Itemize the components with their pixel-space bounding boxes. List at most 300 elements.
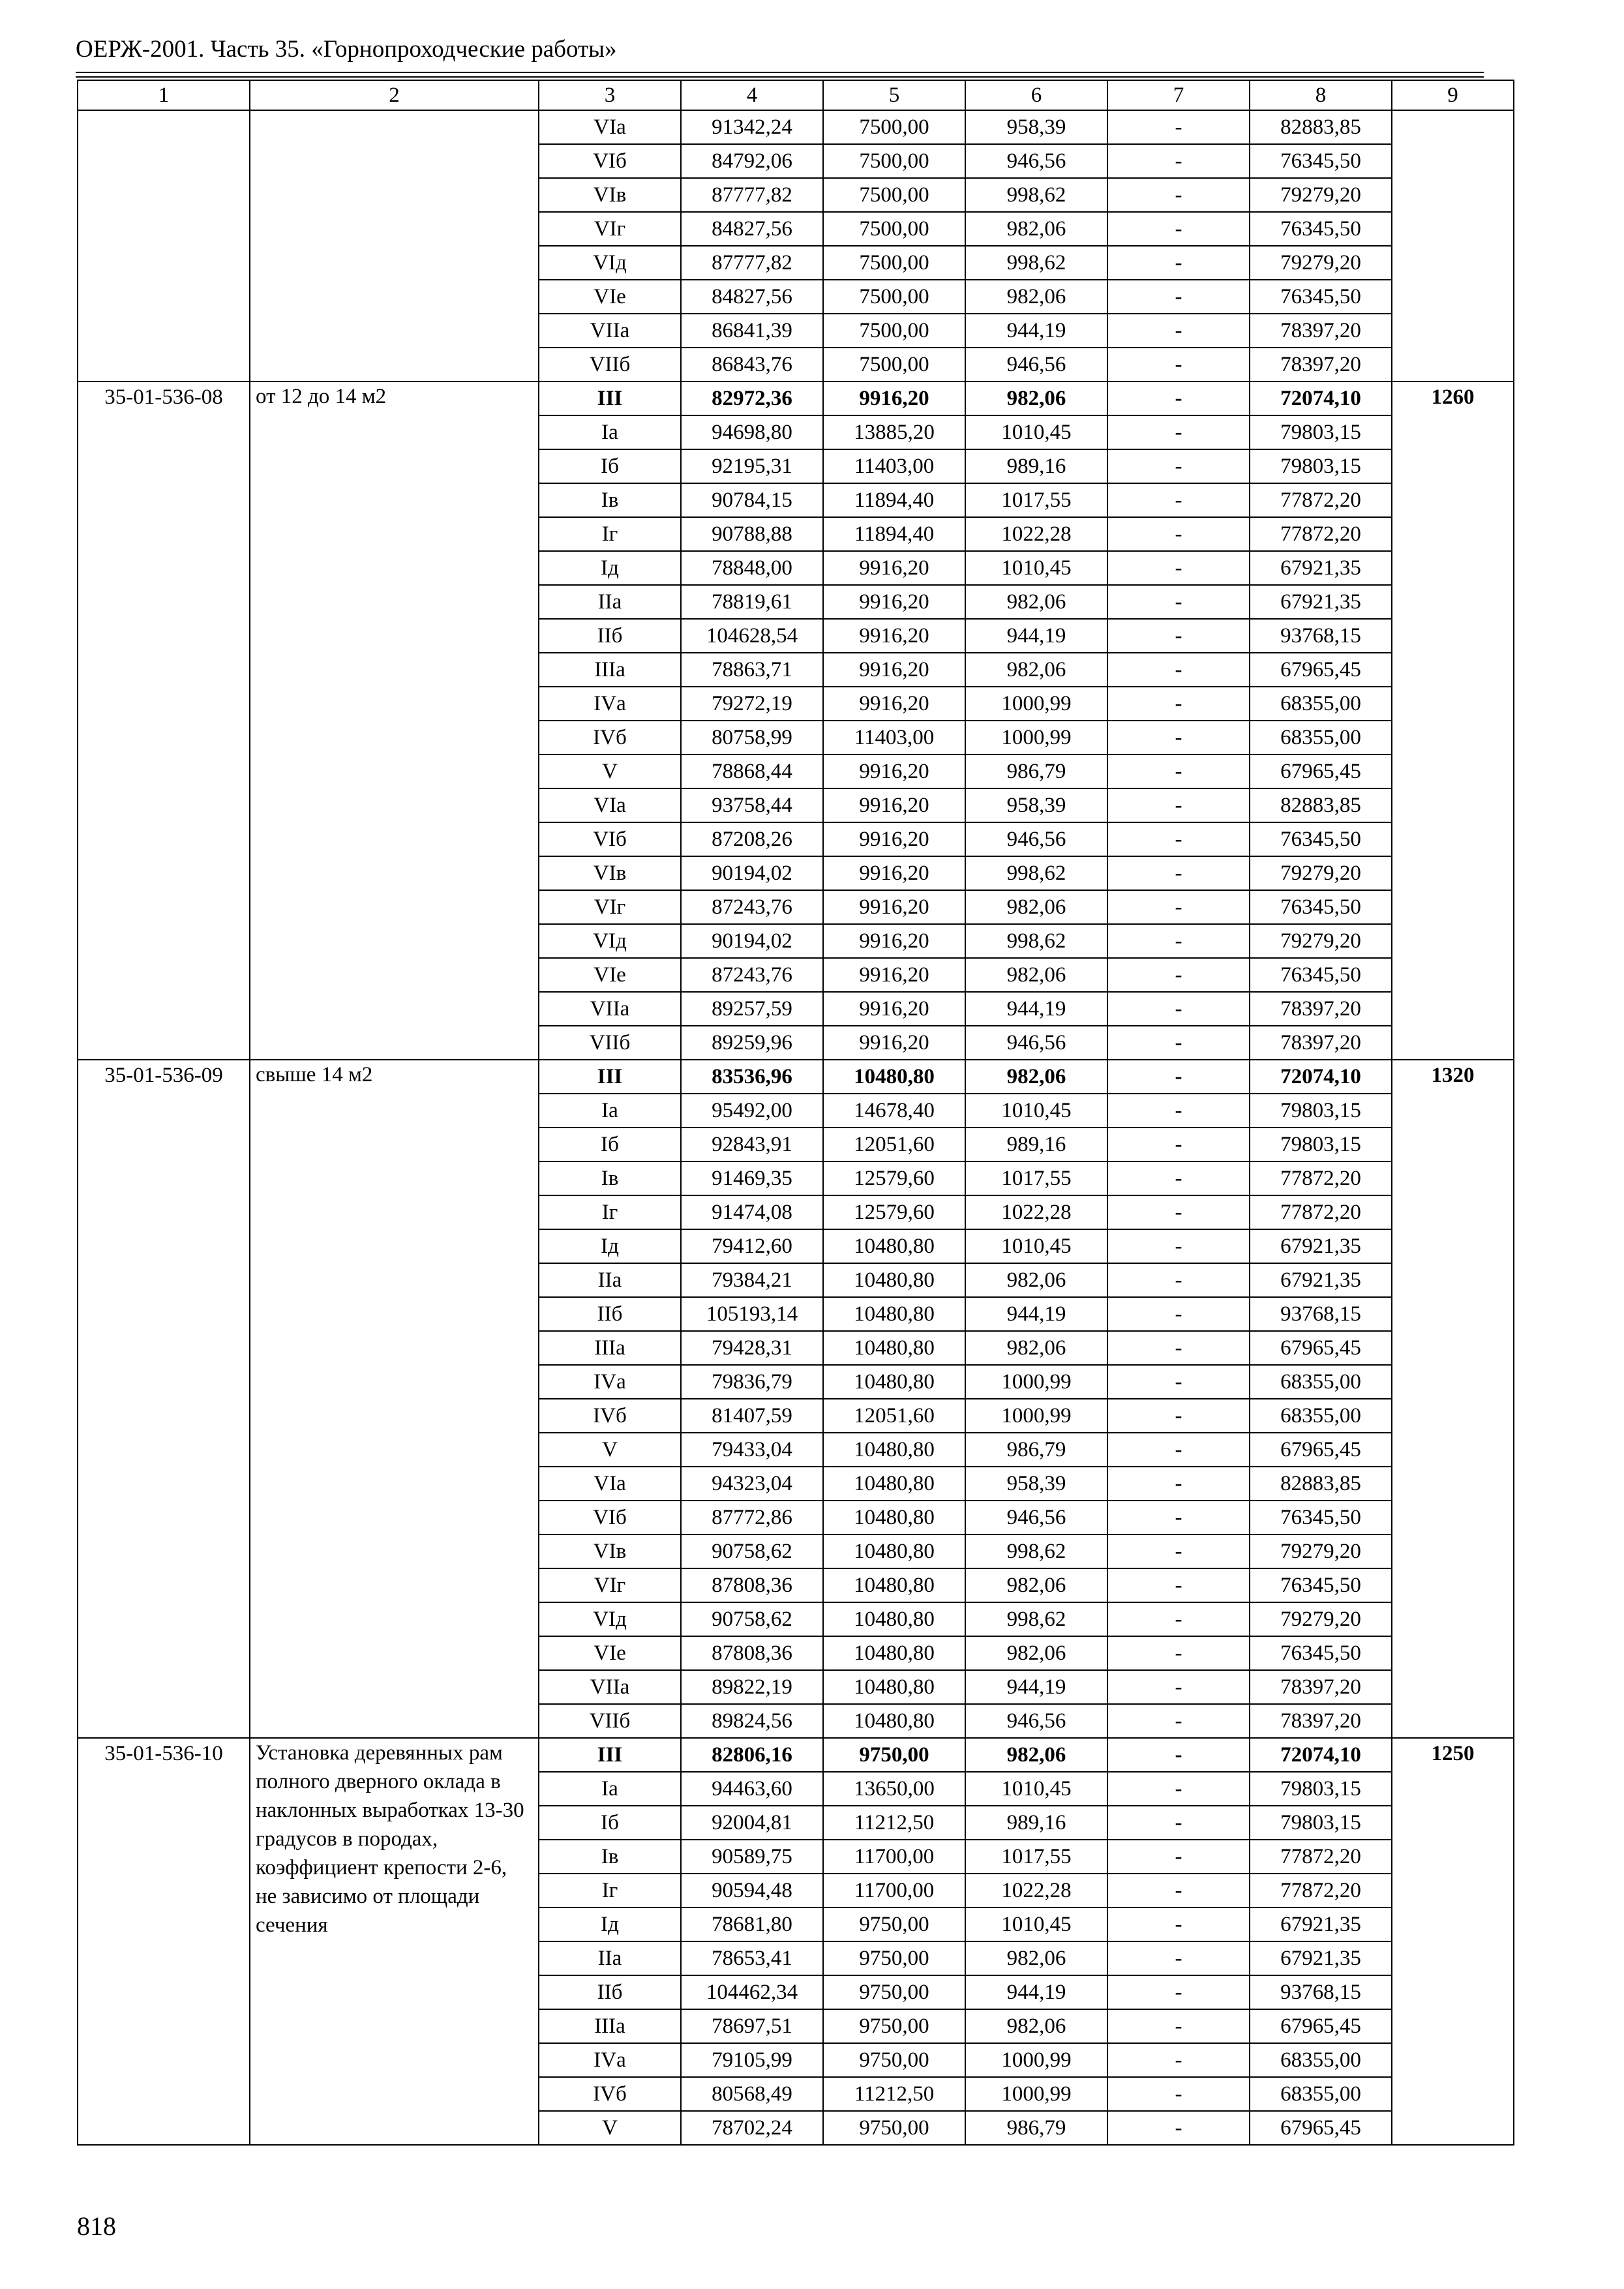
table-cell-c3: IIб [539, 1297, 681, 1331]
work-description-cell: от 12 до 14 м2 [250, 382, 539, 1060]
table-cell-c5: 10480,80 [823, 1331, 965, 1365]
table-cell-c3: VIIа [539, 314, 681, 348]
table-cell-c8: 67921,35 [1250, 551, 1392, 585]
table-cell-c5: 11700,00 [823, 1874, 965, 1908]
table-cell-c3: Iг [539, 517, 681, 551]
table-cell-c6: 1000,99 [965, 687, 1107, 721]
table-cell-c3: V [539, 2111, 681, 2145]
table-cell-c8: 77872,20 [1250, 1840, 1392, 1874]
table-cell-c3: Iд [539, 551, 681, 585]
table-cell-c4: 84792,06 [681, 144, 823, 178]
table-cell-c7: - [1107, 1501, 1250, 1534]
table-cell-c8: 68355,00 [1250, 2043, 1392, 2077]
table-cell-c6: 1017,55 [965, 1161, 1107, 1195]
table-cell-c6: 1010,45 [965, 551, 1107, 585]
table-cell-c7: - [1107, 653, 1250, 687]
table-cell-c8: 77872,20 [1250, 1874, 1392, 1908]
page-header-title: ОЕРЖ-2001. Часть 35. «Горнопроходческие работы» [76, 36, 617, 63]
table-cell-c4: 90194,02 [681, 856, 823, 890]
table-cell-c4: 104628,54 [681, 619, 823, 653]
table-cell-c4: 79412,60 [681, 1229, 823, 1263]
table-cell-c8: 77872,20 [1250, 1161, 1392, 1195]
table-cell-c7: - [1107, 1602, 1250, 1636]
table-cell-c3: III [539, 382, 681, 415]
table-row [78, 110, 1514, 144]
table-cell-c4: 105193,14 [681, 1297, 823, 1331]
header-rule-bottom [76, 76, 1484, 78]
table-cell-c7: - [1107, 1636, 1250, 1670]
table-cell-c3: VIе [539, 958, 681, 992]
column-number-row [78, 80, 1514, 110]
total-cell: 1320 [1392, 1060, 1514, 1738]
table-cell-c8: 79803,15 [1250, 1806, 1392, 1840]
table-cell-c3: Iа [539, 1094, 681, 1128]
table-cell-c3: VIд [539, 1602, 681, 1636]
table-cell-c8: 67965,45 [1250, 653, 1392, 687]
table-cell-c4: 90758,62 [681, 1602, 823, 1636]
table-cell-c6: 1010,45 [965, 1229, 1107, 1263]
table-cell-c6: 1000,99 [965, 721, 1107, 755]
table-cell-c7: - [1107, 2111, 1250, 2145]
table-cell-c3: VIв [539, 856, 681, 890]
table-cell-c5: 12579,60 [823, 1195, 965, 1229]
table-cell-c5: 10480,80 [823, 1534, 965, 1568]
table-cell-c7: - [1107, 2043, 1250, 2077]
table-cell-c7: - [1107, 449, 1250, 483]
table-cell-c3: VIв [539, 1534, 681, 1568]
table-cell-c4: 80758,99 [681, 721, 823, 755]
table-cell-c4: 78681,80 [681, 1908, 823, 1941]
table-cell-c7: - [1107, 1060, 1250, 1094]
table-cell-c8: 78397,20 [1250, 992, 1392, 1026]
table-cell-c3: VIIб [539, 1704, 681, 1738]
table-cell-c3: Iд [539, 1229, 681, 1263]
table-cell-c6: 998,62 [965, 856, 1107, 890]
table-cell-c7: - [1107, 280, 1250, 314]
table-cell-c6: 986,79 [965, 2111, 1107, 2145]
table-cell-c3: VIв [539, 178, 681, 212]
column-number: 4 [681, 80, 823, 110]
table-cell-c4: 80568,49 [681, 2077, 823, 2111]
table-cell-c3: V [539, 1433, 681, 1467]
table-cell-c5: 7500,00 [823, 280, 965, 314]
table-cell-c4: 78697,51 [681, 2009, 823, 2043]
table-cell-c5: 10480,80 [823, 1467, 965, 1501]
table-cell-c3: VIг [539, 212, 681, 246]
table-cell-c7: - [1107, 1670, 1250, 1704]
table-cell-c5: 9916,20 [823, 822, 965, 856]
table-cell-c5: 9916,20 [823, 687, 965, 721]
column-number: 5 [823, 80, 965, 110]
table-cell-c4: 78819,61 [681, 585, 823, 619]
table-cell-c8: 78397,20 [1250, 1704, 1392, 1738]
table-cell-c8: 79279,20 [1250, 924, 1392, 958]
table-cell-c7: - [1107, 924, 1250, 958]
table-cell-c7: - [1107, 483, 1250, 517]
table-cell-c5: 12579,60 [823, 1161, 965, 1195]
table-cell-c6: 982,06 [965, 382, 1107, 415]
table-cell-c7: - [1107, 1534, 1250, 1568]
table-cell-c8: 68355,00 [1250, 1399, 1392, 1433]
table-cell-c5: 11212,50 [823, 2077, 965, 2111]
table-cell-c4: 86841,39 [681, 314, 823, 348]
table-cell-c8: 77872,20 [1250, 1195, 1392, 1229]
table-cell-c5: 10480,80 [823, 1060, 965, 1094]
table-cell-c4: 87772,86 [681, 1501, 823, 1534]
table-cell-c6: 982,06 [965, 280, 1107, 314]
table-cell-c4: 89257,59 [681, 992, 823, 1026]
column-number: 8 [1250, 80, 1392, 110]
table-cell-c8: 68355,00 [1250, 687, 1392, 721]
table-cell-c8: 76345,50 [1250, 1636, 1392, 1670]
table-cell-c5: 7500,00 [823, 212, 965, 246]
table-cell-c4: 87777,82 [681, 246, 823, 280]
table-cell-c3: IVб [539, 2077, 681, 2111]
table-cell-c5: 9916,20 [823, 755, 965, 788]
table-cell-c4: 87777,82 [681, 178, 823, 212]
table-cell-c3: VIг [539, 890, 681, 924]
table-cell-c7: - [1107, 1128, 1250, 1161]
table-cell-c7: - [1107, 1738, 1250, 1772]
table-cell-c5: 7500,00 [823, 178, 965, 212]
table-cell-c4: 78702,24 [681, 2111, 823, 2145]
table-cell-c6: 944,19 [965, 992, 1107, 1026]
header-rule-top [76, 72, 1484, 73]
table-cell-c6: 998,62 [965, 924, 1107, 958]
table-cell-c4: 87208,26 [681, 822, 823, 856]
table-cell-c7: - [1107, 348, 1250, 382]
table-cell-c4: 87808,36 [681, 1568, 823, 1602]
table-cell-c5: 13650,00 [823, 1772, 965, 1806]
table-cell-c3: Iа [539, 415, 681, 449]
table-cell-c6: 1017,55 [965, 483, 1107, 517]
table-cell-c7: - [1107, 1094, 1250, 1128]
table-cell-c5: 9916,20 [823, 585, 965, 619]
table-cell-c7: - [1107, 2009, 1250, 2043]
table-cell-c6: 986,79 [965, 1433, 1107, 1467]
table-cell-c8: 68355,00 [1250, 1365, 1392, 1399]
table-cell-c4: 78863,71 [681, 653, 823, 687]
table-cell-c3: IVа [539, 1365, 681, 1399]
table-cell-c6: 1010,45 [965, 1772, 1107, 1806]
rate-code-cell [78, 110, 250, 382]
table-cell-c8: 72074,10 [1250, 1738, 1392, 1772]
table-cell-c4: 78848,00 [681, 551, 823, 585]
table-cell-c6: 982,06 [965, 890, 1107, 924]
table-cell-c6: 944,19 [965, 619, 1107, 653]
table-cell-c6: 982,06 [965, 1636, 1107, 1670]
table-cell-c4: 87243,76 [681, 890, 823, 924]
table-cell-c4: 93758,44 [681, 788, 823, 822]
table-cell-c3: VIIб [539, 1026, 681, 1060]
table-cell-c3: VIIа [539, 992, 681, 1026]
table-cell-c8: 79803,15 [1250, 1094, 1392, 1128]
table-cell-c6: 982,06 [965, 585, 1107, 619]
table-cell-c6: 982,06 [965, 212, 1107, 246]
table-cell-c6: 944,19 [965, 1975, 1107, 2009]
table-cell-c4: 78653,41 [681, 1941, 823, 1975]
table-cell-c7: - [1107, 1365, 1250, 1399]
table-cell-c4: 79384,21 [681, 1263, 823, 1297]
table-cell-c6: 946,56 [965, 1026, 1107, 1060]
column-number: 7 [1107, 80, 1250, 110]
table-cell-c3: Iв [539, 1161, 681, 1195]
table-cell-c7: - [1107, 1568, 1250, 1602]
table-cell-c4: 82806,16 [681, 1738, 823, 1772]
table-cell-c7: - [1107, 721, 1250, 755]
table-cell-c6: 982,06 [965, 1331, 1107, 1365]
column-number: 6 [965, 80, 1107, 110]
table-cell-c8: 93768,15 [1250, 1975, 1392, 2009]
table-cell-c3: IIб [539, 1975, 681, 2009]
table-cell-c4: 78868,44 [681, 755, 823, 788]
table-cell-c5: 9750,00 [823, 2111, 965, 2145]
table-cell-c5: 10480,80 [823, 1568, 965, 1602]
table-cell-c7: - [1107, 1840, 1250, 1874]
table-cell-c4: 84827,56 [681, 280, 823, 314]
table-cell-c8: 68355,00 [1250, 721, 1392, 755]
table-cell-c3: III [539, 1060, 681, 1094]
table-cell-c5: 10480,80 [823, 1297, 965, 1331]
table-cell-c6: 1022,28 [965, 1195, 1107, 1229]
table-cell-c4: 79428,31 [681, 1331, 823, 1365]
table-cell-c5: 9916,20 [823, 551, 965, 585]
table-cell-c8: 77872,20 [1250, 517, 1392, 551]
table-cell-c3: VIд [539, 924, 681, 958]
table-cell-c5: 10480,80 [823, 1704, 965, 1738]
table-cell-c5: 7500,00 [823, 144, 965, 178]
table-cell-c6: 1000,99 [965, 2043, 1107, 2077]
table-cell-c6: 982,06 [965, 653, 1107, 687]
table-cell-c7: - [1107, 755, 1250, 788]
table-cell-c7: - [1107, 585, 1250, 619]
table-cell-c7: - [1107, 1195, 1250, 1229]
table-cell-c5: 9750,00 [823, 1941, 965, 1975]
table-cell-c3: Iб [539, 1806, 681, 1840]
table-cell-c8: 72074,10 [1250, 1060, 1392, 1094]
table-cell-c6: 1000,99 [965, 1399, 1107, 1433]
table-cell-c3: IIб [539, 619, 681, 653]
table-cell-c7: - [1107, 890, 1250, 924]
table-cell-c3: VIд [539, 246, 681, 280]
table-cell-c3: VIб [539, 1501, 681, 1534]
table-cell-c8: 79279,20 [1250, 1534, 1392, 1568]
table-cell-c4: 91469,35 [681, 1161, 823, 1195]
table-cell-c6: 1000,99 [965, 2077, 1107, 2111]
table-cell-c3: IIа [539, 1263, 681, 1297]
rate-code-cell: 35-01-536-08 [78, 382, 250, 1060]
table-cell-c6: 982,06 [965, 958, 1107, 992]
table-cell-c7: - [1107, 1874, 1250, 1908]
table-cell-c4: 90784,15 [681, 483, 823, 517]
table-cell-c6: 986,79 [965, 755, 1107, 788]
table-cell-c3: VIа [539, 110, 681, 144]
table-cell-c3: IIа [539, 1941, 681, 1975]
table-cell-c6: 982,06 [965, 1738, 1107, 1772]
table-cell-c5: 9750,00 [823, 1975, 965, 2009]
table-cell-c7: - [1107, 382, 1250, 415]
table-cell-c8: 93768,15 [1250, 1297, 1392, 1331]
table-cell-c5: 11212,50 [823, 1806, 965, 1840]
table-cell-c6: 944,19 [965, 1297, 1107, 1331]
table-cell-c3: Iб [539, 1128, 681, 1161]
column-number: 3 [539, 80, 681, 110]
table-cell-c6: 989,16 [965, 1128, 1107, 1161]
table-cell-c4: 83536,96 [681, 1060, 823, 1094]
table-cell-c5: 10480,80 [823, 1365, 965, 1399]
table-cell-c3: IIIа [539, 653, 681, 687]
table-cell-c8: 78397,20 [1250, 314, 1392, 348]
table-cell-c8: 79803,15 [1250, 449, 1392, 483]
table-cell-c5: 13885,20 [823, 415, 965, 449]
table-cell-c7: - [1107, 958, 1250, 992]
table-cell-c7: - [1107, 1908, 1250, 1941]
table-cell-c5: 9750,00 [823, 2009, 965, 2043]
table-cell-c4: 87808,36 [681, 1636, 823, 1670]
work-description-cell: свыше 14 м2 [250, 1060, 539, 1738]
table-cell-c8: 79279,20 [1250, 1602, 1392, 1636]
table-cell-c4: 89822,19 [681, 1670, 823, 1704]
table-cell-c3: VIIб [539, 348, 681, 382]
table-cell-c6: 946,56 [965, 1501, 1107, 1534]
rate-code-cell: 35-01-536-10 [78, 1738, 250, 2145]
table-cell-c3: VIб [539, 144, 681, 178]
table-cell-c8: 76345,50 [1250, 1568, 1392, 1602]
table-cell-c5: 11700,00 [823, 1840, 965, 1874]
table-cell-c8: 76345,50 [1250, 280, 1392, 314]
table-cell-c8: 93768,15 [1250, 619, 1392, 653]
table-cell-c4: 91474,08 [681, 1195, 823, 1229]
table-cell-c8: 67921,35 [1250, 1908, 1392, 1941]
work-description-cell: Установка деревянных рам полного дверного оклада в наклонных выработках 13-30 градусов в породах, коэффициент крепости 2-6, не зависимо от площади сечения [250, 1738, 539, 2145]
table-cell-c7: - [1107, 1975, 1250, 2009]
table-cell-c8: 79803,15 [1250, 1772, 1392, 1806]
table-cell-c4: 81407,59 [681, 1399, 823, 1433]
table-cell-c5: 9916,20 [823, 653, 965, 687]
table-cell-c6: 944,19 [965, 314, 1107, 348]
table-cell-c6: 1017,55 [965, 1840, 1107, 1874]
table-cell-c7: - [1107, 856, 1250, 890]
table-cell-c6: 1022,28 [965, 1874, 1107, 1908]
table-cell-c8: 67965,45 [1250, 1433, 1392, 1467]
table-cell-c3: Iв [539, 483, 681, 517]
table-cell-c5: 10480,80 [823, 1636, 965, 1670]
table-cell-c3: VIе [539, 1636, 681, 1670]
table-cell-c4: 87243,76 [681, 958, 823, 992]
table-cell-c8: 82883,85 [1250, 788, 1392, 822]
table-cell-c8: 79279,20 [1250, 856, 1392, 890]
table-cell-c7: - [1107, 178, 1250, 212]
table-cell-c8: 67965,45 [1250, 2111, 1392, 2145]
table-cell-c4: 95492,00 [681, 1094, 823, 1128]
table-cell-c7: - [1107, 1229, 1250, 1263]
table-cell-c5: 9916,20 [823, 1026, 965, 1060]
table-cell-c4: 92004,81 [681, 1806, 823, 1840]
table-cell-c7: - [1107, 212, 1250, 246]
table-cell-c4: 89259,96 [681, 1026, 823, 1060]
table-cell-c7: - [1107, 144, 1250, 178]
table-cell-c7: - [1107, 415, 1250, 449]
column-number: 1 [78, 80, 250, 110]
table-cell-c5: 11894,40 [823, 517, 965, 551]
table-cell-c6: 946,56 [965, 144, 1107, 178]
table-cell-c6: 1010,45 [965, 1094, 1107, 1128]
table-cell-c7: - [1107, 1161, 1250, 1195]
table-cell-c4: 104462,34 [681, 1975, 823, 2009]
total-cell: 1260 [1392, 382, 1514, 1060]
table-cell-c7: - [1107, 1399, 1250, 1433]
table-cell-c7: - [1107, 2077, 1250, 2111]
table-cell-c7: - [1107, 1941, 1250, 1975]
table-cell-c4: 84827,56 [681, 212, 823, 246]
table-cell-c4: 90594,48 [681, 1874, 823, 1908]
table-cell-c5: 12051,60 [823, 1128, 965, 1161]
table-cell-c8: 79279,20 [1250, 178, 1392, 212]
table-cell-c4: 79433,04 [681, 1433, 823, 1467]
table-cell-c8: 67921,35 [1250, 1229, 1392, 1263]
table-cell-c3: Iг [539, 1874, 681, 1908]
table-cell-c7: - [1107, 1263, 1250, 1297]
table-cell-c6: 1000,99 [965, 1365, 1107, 1399]
table-cell-c5: 9916,20 [823, 788, 965, 822]
table-cell-c6: 982,06 [965, 1568, 1107, 1602]
table-row [78, 382, 1514, 415]
table-cell-c3: VIа [539, 1467, 681, 1501]
table-cell-c5: 9916,20 [823, 924, 965, 958]
table-cell-c5: 10480,80 [823, 1670, 965, 1704]
table-cell-c4: 90194,02 [681, 924, 823, 958]
table-cell-c5: 11894,40 [823, 483, 965, 517]
table-cell-c6: 958,39 [965, 110, 1107, 144]
table-cell-c4: 89824,56 [681, 1704, 823, 1738]
table-cell-c7: - [1107, 619, 1250, 653]
table-cell-c3: IVа [539, 2043, 681, 2077]
table-cell-c4: 90758,62 [681, 1534, 823, 1568]
table-cell-c3: III [539, 1738, 681, 1772]
table-cell-c7: - [1107, 992, 1250, 1026]
table-cell-c6: 998,62 [965, 1602, 1107, 1636]
table-cell-c8: 76345,50 [1250, 144, 1392, 178]
table-cell-c3: IIIа [539, 2009, 681, 2043]
table-cell-c5: 10480,80 [823, 1501, 965, 1534]
table-cell-c5: 11403,00 [823, 721, 965, 755]
table-cell-c8: 76345,50 [1250, 1501, 1392, 1534]
table-cell-c7: - [1107, 110, 1250, 144]
table-cell-c8: 79803,15 [1250, 1128, 1392, 1161]
table-cell-c3: IVа [539, 687, 681, 721]
table-cell-c8: 72074,10 [1250, 382, 1392, 415]
table-cell-c4: 82972,36 [681, 382, 823, 415]
table-cell-c3: IVб [539, 1399, 681, 1433]
total-cell: 1250 [1392, 1738, 1514, 2145]
table-cell-c7: - [1107, 1467, 1250, 1501]
table-cell-c6: 982,06 [965, 1263, 1107, 1297]
table-cell-c3: IVб [539, 721, 681, 755]
table-cell-c8: 82883,85 [1250, 1467, 1392, 1501]
table-row [78, 1738, 1514, 1772]
table-cell-c3: Iа [539, 1772, 681, 1806]
table-cell-c5: 7500,00 [823, 110, 965, 144]
table-cell-c5: 9750,00 [823, 1908, 965, 1941]
table-cell-c8: 67965,45 [1250, 2009, 1392, 2043]
rates-table [77, 80, 1514, 2146]
table-cell-c3: VIе [539, 280, 681, 314]
table-cell-c3: VIг [539, 1568, 681, 1602]
table-cell-c8: 78397,20 [1250, 1026, 1392, 1060]
table-cell-c6: 989,16 [965, 449, 1107, 483]
table-cell-c8: 67921,35 [1250, 585, 1392, 619]
table-cell-c8: 78397,20 [1250, 1670, 1392, 1704]
